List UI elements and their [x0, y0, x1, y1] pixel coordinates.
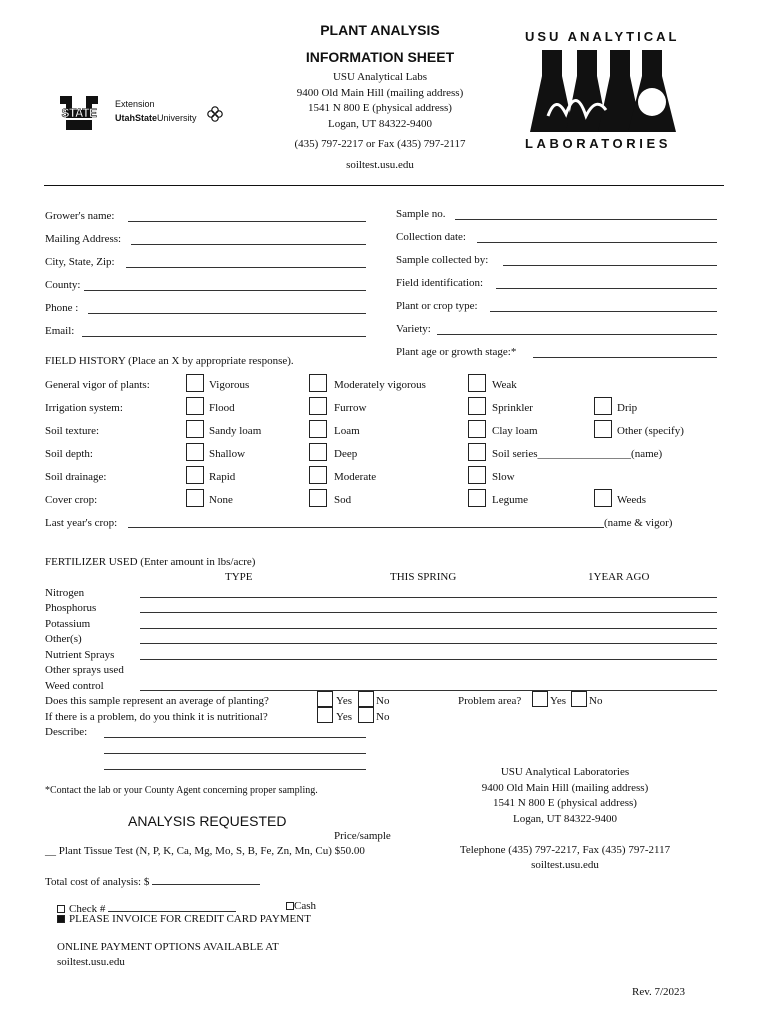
lab-mailing: 9400 Old Main Hill (mailing address): [296, 87, 464, 99]
fertilizer-row-label: Phosphorus: [45, 602, 97, 614]
footer-lab-name: USU Analytical Laboratories: [500, 766, 630, 778]
revision-label: Rev. 7/2023: [632, 986, 686, 998]
question-nutritional: If there is a problem, do you think it is nutritional?: [45, 711, 268, 723]
field-history-option-checkbox[interactable]: [309, 466, 327, 484]
field-history-option-label: Shallow: [209, 448, 246, 460]
grower-field-input[interactable]: [131, 244, 366, 245]
field-history-option-checkbox[interactable]: [468, 420, 486, 438]
field-history-option-label: Rapid: [209, 471, 236, 483]
fertilizer-title: FERTILIZER USED (Enter amount in lbs/acre): [45, 556, 256, 568]
nutritional-no-checkbox[interactable]: [358, 707, 374, 723]
grower-field-label: Email:: [45, 325, 75, 337]
total-cost-input[interactable]: [152, 873, 260, 885]
title-line-2: INFORMATION SHEET: [305, 49, 455, 65]
grower-field-label: Phone :: [45, 302, 79, 314]
cash-row: Cash: [286, 900, 316, 912]
sample-field-input[interactable]: [437, 334, 717, 335]
field-history-option-label: None: [209, 494, 233, 506]
field-history-option-checkbox[interactable]: [309, 443, 327, 461]
sample-field-label: Plant age or growth stage:*: [396, 346, 517, 358]
field-history-option-checkbox[interactable]: [594, 420, 612, 438]
field-history-option-checkbox[interactable]: [186, 374, 204, 392]
fertilizer-row-label: Nitrogen: [45, 587, 85, 599]
fertilizer-row-label: Potassium: [45, 618, 91, 630]
field-history-option-checkbox[interactable]: [468, 397, 486, 415]
field-history-option-label: Deep: [334, 448, 358, 460]
university-label: UtahStateUniversity: [115, 113, 197, 123]
field-history-row-label: Irrigation system:: [45, 402, 123, 414]
fertilizer-col-year: 1YEAR AGO: [588, 571, 650, 583]
problem-no-checkbox[interactable]: [571, 691, 587, 707]
sample-field-label: Plant or crop type:: [396, 300, 478, 312]
field-history-option-label: Drip: [617, 402, 638, 414]
field-history-row-label: General vigor of plants:: [45, 379, 150, 391]
field-history-option-label: Furrow: [334, 402, 367, 414]
field-history-option-checkbox[interactable]: [186, 443, 204, 461]
footer-lab-web: soiltest.usu.edu: [531, 859, 599, 871]
fertilizer-row-input[interactable]: [140, 659, 717, 660]
field-history-title: FIELD HISTORY (Place an X by appropriate response).: [45, 355, 294, 367]
field-history-option-label: Legume: [492, 494, 529, 506]
footer-lab-mailing: 9400 Old Main Hill (mailing address): [481, 782, 649, 794]
sample-field-label: Variety:: [396, 323, 431, 335]
grower-field-input[interactable]: [126, 267, 366, 268]
lab-physical: 1541 N 800 E (physical address): [308, 102, 452, 114]
sample-field-input[interactable]: [477, 242, 717, 243]
sample-field-label: Collection date:: [396, 231, 466, 243]
field-history-option-label: Soil series_________________(name): [492, 448, 663, 460]
field-history-option-label: Sod: [334, 494, 352, 506]
lab-phone: (435) 797-2217 or Fax (435) 797-2117: [294, 138, 466, 150]
sample-field-label: Field identification:: [396, 277, 484, 289]
last-year-crop-suffix: (name & vigor): [604, 517, 673, 529]
field-history-option-checkbox[interactable]: [186, 397, 204, 415]
field-history-row-label: Soil texture:: [45, 425, 100, 437]
describe-label: Describe:: [45, 726, 88, 738]
field-history-row-label: Cover crop:: [45, 494, 98, 506]
field-history-option-checkbox[interactable]: [468, 374, 486, 392]
field-history-option-label: Flood: [209, 402, 235, 414]
sample-field-input[interactable]: [533, 357, 717, 358]
describe-line-1[interactable]: [104, 737, 366, 738]
last-year-crop-label: Last year's crop:: [45, 517, 118, 529]
field-history-option-checkbox[interactable]: [594, 489, 612, 507]
average-yes-checkbox[interactable]: [317, 691, 333, 707]
last-year-crop-line[interactable]: [128, 527, 604, 528]
field-history-option-checkbox[interactable]: [468, 466, 486, 484]
lab-name: USU Analytical Labs: [332, 71, 428, 83]
field-history-option-checkbox[interactable]: [186, 489, 204, 507]
online-payment-line-2: soiltest.usu.edu: [57, 956, 125, 968]
grower-field-input[interactable]: [82, 336, 366, 337]
check-number-input[interactable]: [108, 900, 236, 912]
state-logo-text: STATE: [61, 106, 97, 120]
usu-analytical-logo-text: USU ANALYTICAL: [525, 29, 680, 44]
average-no-checkbox[interactable]: [358, 691, 374, 707]
field-history-option-checkbox[interactable]: [186, 466, 204, 484]
fertilizer-row-label: Other(s): [45, 633, 82, 645]
nutritional-no-label: No: [376, 711, 390, 723]
field-history-option-checkbox[interactable]: [309, 420, 327, 438]
field-history-option-checkbox[interactable]: [186, 420, 204, 438]
price-header: Price/sample: [334, 830, 391, 842]
fertilizer-row-input[interactable]: [140, 643, 717, 644]
field-history-option-label: Loam: [334, 425, 360, 437]
analysis-title: ANALYSIS REQUESTED: [128, 813, 287, 829]
lab-city: Logan, UT 84322-9400: [328, 118, 432, 130]
cash-checkbox[interactable]: [286, 902, 294, 910]
plant-tissue-test: __ Plant Tissue Test (N, P, K, Ca, Mg, Mo, S, B, Fe, Zn, Mn, Cu) $50.00: [45, 845, 365, 857]
grower-field-label: Mailing Address:: [45, 233, 122, 245]
field-history-option-label: Moderately vigorous: [334, 379, 426, 391]
field-history-option-label: Other (specify): [617, 425, 684, 437]
footer-lab-city: Logan, UT 84322-9400: [513, 813, 617, 825]
field-history-row-label: Soil drainage:: [45, 471, 107, 483]
problem-yes-checkbox[interactable]: [532, 691, 548, 707]
invoice-row: PLEASE INVOICE FOR CREDIT CARD PAYMENT: [57, 913, 311, 925]
sample-field-label: Sample no.: [396, 208, 446, 220]
grower-field-input[interactable]: [84, 290, 366, 291]
grower-field-label: Grower's name:: [45, 210, 115, 222]
footer-lab-physical: 1541 N 800 E (physical address): [493, 797, 637, 809]
sample-field-input[interactable]: [455, 219, 717, 220]
invoice-checkbox[interactable]: [57, 915, 65, 923]
fertilizer-row-label: Weed control: [45, 680, 104, 692]
describe-line-3[interactable]: [104, 769, 366, 770]
fertilizer-row-input[interactable]: [140, 597, 717, 598]
problem-no-label: No: [589, 695, 603, 707]
nutritional-yes-checkbox[interactable]: [317, 707, 333, 723]
laboratories-logo-text: LABORATORIES: [525, 136, 672, 151]
field-history-option-checkbox[interactable]: [309, 397, 327, 415]
field-history-option-checkbox[interactable]: [594, 397, 612, 415]
fertilizer-row-input[interactable]: [140, 612, 717, 613]
lab-web: soiltest.usu.edu: [346, 159, 414, 171]
fertilizer-col-type: TYPE: [225, 571, 253, 583]
problem-yes-label: Yes: [550, 695, 567, 707]
utah-state-logo: [58, 96, 100, 130]
sample-field-input[interactable]: [496, 288, 717, 289]
title-line-1: PLANT ANALYSIS: [320, 22, 440, 38]
field-history-option-checkbox[interactable]: [309, 374, 327, 392]
sample-field-input[interactable]: [490, 311, 717, 312]
field-history-option-checkbox[interactable]: [309, 489, 327, 507]
field-history-row-label: Soil depth:: [45, 448, 93, 460]
online-payment-line-1: ONLINE PAYMENT OPTIONS AVAILABLE AT: [57, 941, 279, 953]
four-h-clover-icon: [207, 106, 223, 125]
grower-field-label: County:: [45, 279, 81, 291]
grower-field-input[interactable]: [88, 313, 366, 314]
fertilizer-row-input[interactable]: [140, 690, 717, 691]
field-history-option-checkbox[interactable]: [468, 489, 486, 507]
field-history-option-label: Moderate: [334, 471, 377, 483]
nutritional-yes-label: Yes: [336, 711, 353, 723]
field-history-option-label: Sandy loam: [209, 425, 262, 437]
fertilizer-row-label: Nutrient Sprays: [45, 649, 115, 661]
field-history-option-label: Weeds: [617, 494, 647, 506]
fertilizer-row-label: Other sprays used: [45, 664, 124, 676]
field-history-option-label: Sprinkler: [492, 402, 533, 414]
footer-lab-phone: Telephone (435) 797-2217, Fax (435) 797-2117: [459, 844, 671, 856]
header-divider: [44, 185, 724, 186]
field-history-option-label: Vigorous: [209, 379, 250, 391]
fertilizer-col-spring: THIS SPRING: [390, 571, 457, 583]
describe-line-2[interactable]: [104, 753, 366, 754]
laboratory-flasks-icon: [522, 46, 682, 136]
question-average: Does this sample represent an average of planting?: [45, 695, 269, 707]
average-no-label: No: [376, 695, 390, 707]
field-history-option-label: Weak: [492, 379, 517, 391]
total-cost: Total cost of analysis: $: [45, 873, 260, 888]
sample-field-label: Sample collected by:: [396, 254, 489, 266]
field-history-option-checkbox[interactable]: [468, 443, 486, 461]
field-history-option-label: Clay loam: [492, 425, 538, 437]
fertilizer-row-input[interactable]: [140, 628, 717, 629]
extension-label: Extension: [115, 99, 155, 109]
grower-field-label: City, State, Zip:: [45, 256, 115, 268]
field-history-option-label: Slow: [492, 471, 515, 483]
contact-note: *Contact the lab or your County Agent concerning proper sampling.: [45, 785, 318, 796]
sample-field-input[interactable]: [503, 265, 717, 266]
check-row: Check #: [57, 900, 236, 915]
problem-area-label: Problem area?: [458, 695, 522, 707]
grower-field-input[interactable]: [128, 221, 366, 222]
average-yes-label: Yes: [336, 695, 353, 707]
